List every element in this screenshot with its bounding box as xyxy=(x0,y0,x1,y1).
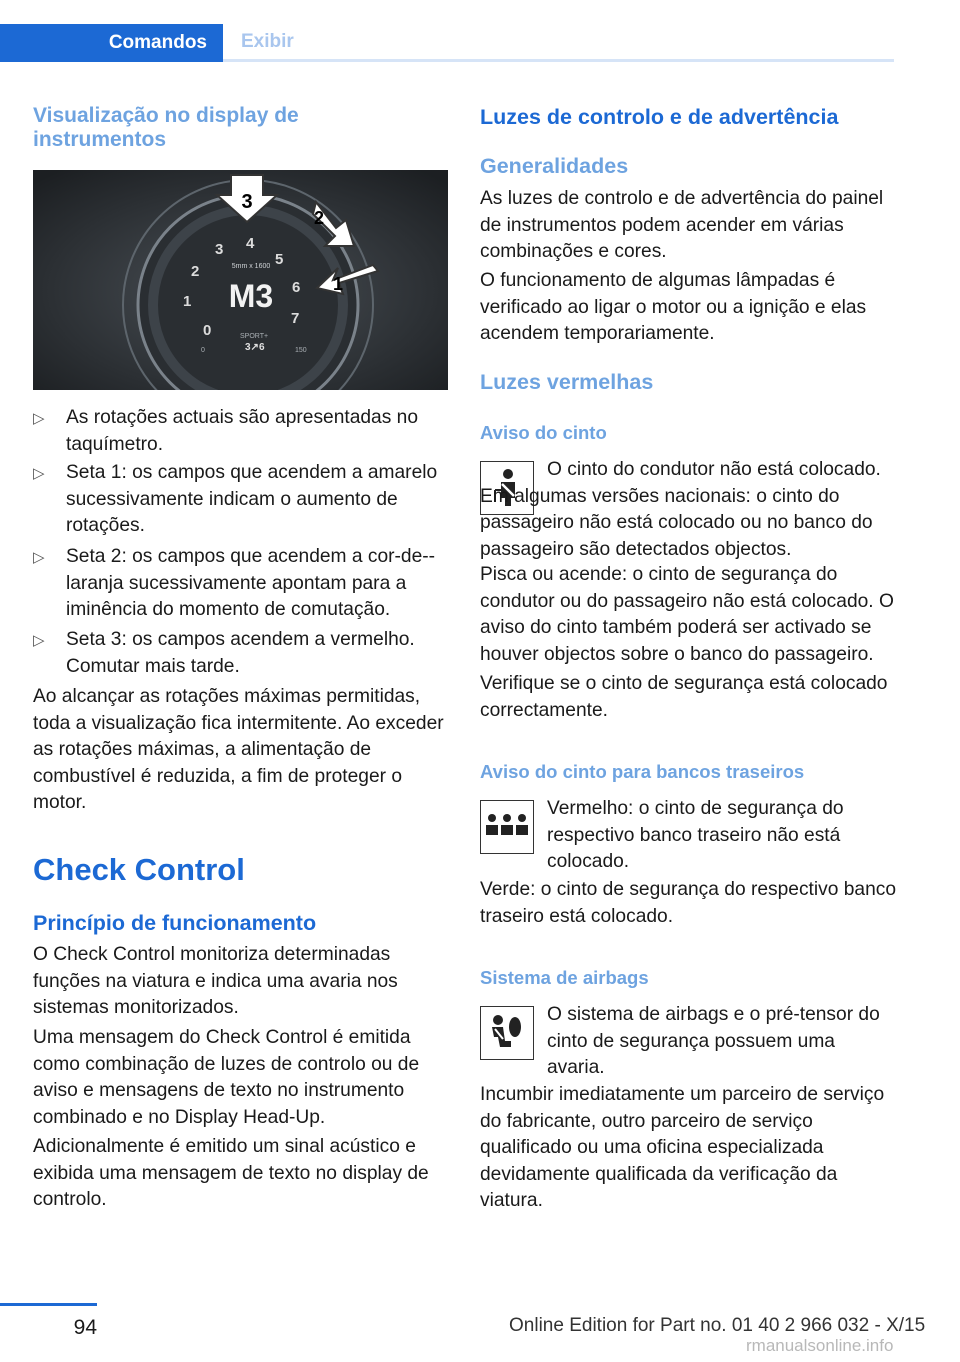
gear-indicator: M3 xyxy=(228,278,274,314)
dial-number-7: 7 xyxy=(291,310,300,327)
paragraph-check-control-1: O Check Control monitoriza determinadas funções na viatura e indica uma avaria nos sistemas monitorizados. xyxy=(33,944,398,1018)
paragraph-pisca: Pisca ou acende: o cinto de segurança do condutor ou do passageiro não está colocado. O aviso do cinto também poderá ser activado se houver objectos sobre o banco do passageiro. xyxy=(480,564,894,665)
bullet-item xyxy=(33,405,481,458)
dial-small-label: 5mm x 1600 xyxy=(231,263,271,270)
paragraph-rotacoes: Ao alcançar as rotações máximas permitidas, toda a visualização fica intermitente. Ao exceder as rotações máximas, a alimentação de combustível é reduzida, a fim de proteger o motor. xyxy=(33,686,444,813)
paragraph-verde: Verde: o cinto de segurança do respectivo banco traseiro está colocado. xyxy=(480,879,897,927)
footer-rule xyxy=(0,1303,97,1306)
dial-number-1: 1 xyxy=(183,293,192,310)
traseiros-description: Vermelho: o cinto de segurança do respectivo banco traseiro não está colocado. xyxy=(547,798,844,872)
rear-seatbelt-icon xyxy=(480,800,534,854)
triangle-bullet-icon: ▷ xyxy=(33,465,45,482)
tab-comandos[interactable]: Comandos xyxy=(0,24,223,62)
bullet-text: Seta 3: os campos acendem a vermelho. Comutar mais tarde. xyxy=(66,629,415,677)
heading-aviso-cinto: Aviso do cinto xyxy=(480,422,607,443)
paragraph-check-control-3: Adicionalmente é emitido um sinal acústico e exibida uma mensagem de texto no display de controlo. xyxy=(33,1136,429,1210)
dial-number-6: 6 xyxy=(292,279,301,296)
heading-airbags: Sistema de airbags xyxy=(480,967,649,988)
speed-min: 0 xyxy=(201,347,205,354)
speed-max: 150 xyxy=(295,347,307,354)
dial-number-0: 0 xyxy=(203,322,212,339)
heading-visualizacao: Visualização no display de instrumentos xyxy=(33,104,299,151)
heading-generalidades: Generalidades xyxy=(480,154,629,178)
heading-principio: Princípio de funcionamento xyxy=(33,911,317,935)
paragraph-generalidades-2: O funcionamento de algumas lâmpadas é verificado ao ligar o motor ou a ignição e elas acendem temporariamente. xyxy=(480,270,867,344)
triangle-bullet-icon: ▷ xyxy=(33,632,45,649)
page-number: 94 xyxy=(73,1316,97,1339)
cinto-description: O cinto do condutor não está colocado. Em algumas versões nacionais: o cinto do passageiro não está colocado ou no banco do passageiro são detectados objectos. xyxy=(480,459,881,560)
triangle-bullet-icon: ▷ xyxy=(33,410,45,427)
edition-text: Online Edition for Part no. 01 40 2 966 032 - X/15 xyxy=(509,1315,926,1336)
arrow-label-1: 1 xyxy=(333,274,344,294)
heading-check-control: Check Control xyxy=(33,852,245,887)
paragraph-incumbir: Incumbir imediatamente um parceiro de serviço do fabricante, outro parceiro de serviço qualificado ou uma oficina especializada devidamente qualificada da verificação da viatura. xyxy=(480,1084,885,1211)
arrow-label-2: 2 xyxy=(314,208,325,228)
paragraph-verifique: Verifique se o cinto de segurança está colocado correctamente. xyxy=(480,673,888,721)
gear-shift-indicator: 3↗6 xyxy=(245,342,265,353)
bullet-item xyxy=(33,460,481,540)
paragraph-generalidades-1: As luzes de controlo e de advertência do painel de instrumentos podem acender em várias combinações e cores. xyxy=(480,188,884,262)
sport-label: SPORT+ xyxy=(240,333,269,340)
airbags-description: O sistema de airbags e o pré-tensor do cinto de segurança possuem uma avaria. xyxy=(547,1004,880,1078)
arrow-label-3: 3 xyxy=(241,191,253,213)
tab-exibir[interactable]: Exibir xyxy=(223,24,894,62)
bullet-item xyxy=(33,544,481,624)
dial-number-4: 4 xyxy=(246,235,255,252)
triangle-bullet-icon: ▷ xyxy=(33,549,45,566)
heading-aviso-traseiros: Aviso do cinto para bancos traseiros xyxy=(480,761,805,782)
dial-number-5: 5 xyxy=(275,251,284,268)
bullet-text: Seta 1: os campos que acendem a amarelo sucessivamente indicam o aumento de rotações. xyxy=(66,462,438,536)
heading-luzes-vermelhas: Luzes vermelhas xyxy=(480,370,654,394)
top-tabs xyxy=(0,24,894,62)
bullet-text: As rotações actuais são apresentadas no taquímetro. xyxy=(66,407,418,455)
dial-number-2: 2 xyxy=(191,263,200,280)
bullet-text: Seta 2: os campos que acendem a cor-de--laranja sucessivamente apontam para a iminência do momento de comutação. xyxy=(66,546,436,620)
bullet-item xyxy=(33,627,481,680)
airbag-warning-icon xyxy=(480,1006,534,1060)
tachometer-illustration xyxy=(33,170,448,390)
heading-luzes: Luzes de controlo e de advertência xyxy=(480,105,839,129)
tachometer-figure xyxy=(33,170,448,390)
watermark: rmanualsonline.info xyxy=(746,1336,894,1355)
paragraph-check-control-2: Uma mensagem do Check Control é emitida como combinação de luzes de controlo ou de aviso e mensagens de texto no instrumento combinado e no Display Head-Up. xyxy=(33,1027,420,1128)
dial-number-3: 3 xyxy=(215,241,224,258)
